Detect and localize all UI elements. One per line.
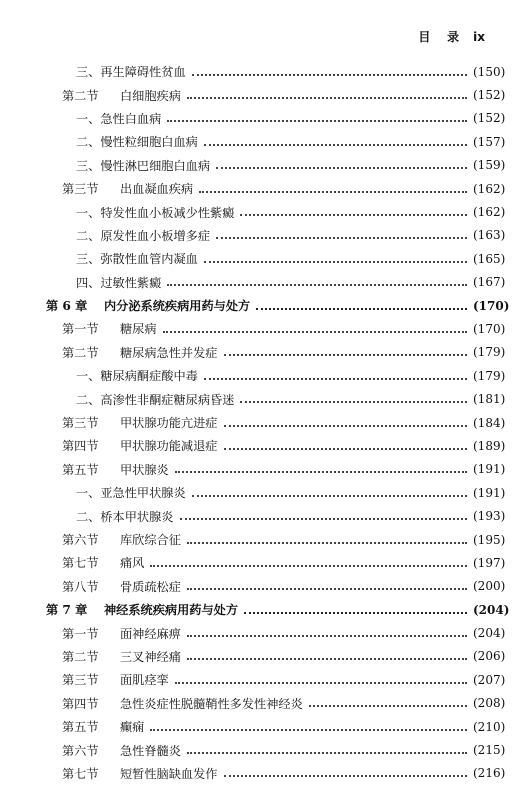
dot-leader [192,74,467,76]
toc-subitem-entry[interactable] [0,200,529,223]
running-header [418,28,485,45]
toc-entry-text [62,414,218,431]
toc-entry-title: 三、再生障碍性贫血 [76,65,186,80]
toc-section-entry[interactable] [0,575,529,598]
toc-subitem-entry[interactable] [0,60,529,83]
toc-entry-title: 白细胞疾病 [120,88,181,103]
toc-entry-title: 库欣综合征 [120,533,181,547]
toc-entry-title: 急性炎症性脱髓鞘性多发性神经炎 [120,696,303,711]
toc-entry-text [62,531,181,548]
toc-entry-text [76,204,234,221]
dot-leader [150,729,467,731]
toc-entry-text [62,718,144,735]
toc-entry-title: 二、高渗性非酮症糖尿病昏迷 [76,392,235,407]
toc-page-number: (179) [473,368,506,383]
toc-section-entry[interactable] [0,551,529,574]
toc-entry-title: 一、急性白血病 [76,111,162,126]
toc-entry-title: 三、弥散性血管内凝血 [76,252,198,267]
toc-entry-text [62,671,169,688]
dot-leader [309,705,467,707]
section-number: 第七节 [62,766,99,781]
section-number: 第三节 [62,416,99,431]
toc-section-entry[interactable] [0,341,529,364]
toc-entry-text [62,344,218,361]
toc-page-number: (189) [473,438,506,453]
toc-entry-text [76,133,198,150]
dot-leader [240,401,467,403]
toc-entry-title: 内分泌系统疾病用药与处方 [104,299,251,314]
toc-subitem-entry[interactable] [0,364,529,387]
header-page-number: ix [473,30,485,44]
toc-entry-title: 三叉神经痛 [120,649,181,664]
section-number: 第一节 [62,322,99,337]
toc-subitem-entry[interactable] [0,224,529,247]
toc-page-number: (181) [473,392,506,407]
toc-subitem-entry[interactable] [0,387,529,410]
toc-section-entry[interactable] [0,715,529,738]
toc-page-number: (184) [473,415,506,430]
toc-entry-title: 急性脊髓炎 [120,743,181,758]
toc-subitem-entry[interactable] [0,481,529,504]
dot-leader [167,120,467,122]
toc-entry-title: 二、桥本甲状腺炎 [76,509,174,524]
toc-page-number: (159) [473,158,506,173]
toc-entry-text [76,508,174,525]
toc-entry-text [76,484,186,501]
dot-leader [187,752,467,754]
toc-entry-title: 三、慢性淋巴细胞白血病 [76,158,211,173]
dot-leader [224,354,468,356]
section-number: 第六节 [62,743,99,758]
dot-leader [187,542,467,544]
toc-page-number: (152) [473,88,506,103]
toc-subitem-entry[interactable] [0,107,529,130]
toc-section-entry[interactable] [0,434,529,457]
toc-page-number: (191) [473,485,506,500]
dot-leader [256,308,467,310]
toc-page-number: (191) [473,462,506,477]
toc-page-number: (162) [473,205,506,220]
toc-entry-text [76,274,161,291]
toc-entry-text [62,320,157,337]
toc-section-entry[interactable] [0,621,529,644]
toc-page-number: (163) [473,228,506,243]
toc-entry-title: 甲状腺功能减退症 [120,439,218,454]
dot-leader [187,658,467,660]
dot-leader [180,518,468,520]
toc-entry-title: 短暂性脑缺血发作 [120,766,218,781]
toc-entry-text [46,297,250,314]
toc-entry-text [76,157,210,174]
toc-entry-title: 二、慢性粒细胞白血病 [76,135,198,150]
toc-chapter-entry[interactable] [0,598,529,621]
toc-entry-title: 面肌痉挛 [120,673,169,688]
section-number: 第五节 [62,462,99,477]
dot-leader [224,425,468,427]
toc-page-number: (204) [473,626,506,641]
section-number: 第八节 [62,579,99,594]
dot-leader [175,682,467,684]
toc-subitem-entry[interactable] [0,154,529,177]
dot-leader [175,471,467,473]
toc-page-number: (157) [473,134,506,149]
toc-section-entry[interactable] [0,528,529,551]
section-number: 第六节 [62,533,99,547]
dot-leader [204,378,467,380]
dot-leader [240,214,467,216]
dot-leader [167,284,467,286]
toc-entry-title: 出血凝血疾病 [120,182,194,197]
chapter-number: 第 6 章 [46,299,88,314]
toc-page-number: (204) [473,602,510,617]
dot-leader [204,261,467,263]
toc-page-number: (197) [473,555,506,570]
toc-section-entry[interactable] [0,668,529,691]
toc-entry-text [62,180,193,197]
toc-entry-title: 骨质疏松症 [120,579,181,594]
section-number: 第二节 [62,88,99,103]
toc-entry-text [46,601,238,618]
toc-page-number: (150) [473,64,506,79]
dot-leader [150,565,467,567]
section-number: 第四节 [62,439,99,454]
toc-page-number: (170) [473,298,510,313]
toc-page-number: (208) [473,696,506,711]
toc-entry-title: 甲状腺功能亢进症 [120,416,218,431]
toc-chapter-entry[interactable] [0,294,529,317]
toc-page-number: (210) [473,719,506,734]
dot-leader [216,167,467,169]
toc-subitem-entry[interactable] [0,504,529,527]
section-number: 第三节 [62,182,99,197]
toc-page-number: (207) [473,672,506,687]
toc-page-number: (152) [473,111,506,126]
header-title: 目 录 [418,30,460,44]
dot-leader [216,237,467,239]
toc-section-entry[interactable] [0,645,529,668]
toc-subitem-entry[interactable] [0,247,529,270]
table-of-contents [0,60,529,785]
chapter-number: 第 7 章 [46,603,88,618]
toc-entry-title: 一、糖尿病酮症酸中毒 [76,369,198,384]
section-number: 第三节 [62,673,99,688]
toc-section-entry[interactable] [0,83,529,106]
toc-entry-text [62,695,303,712]
toc-section-entry[interactable] [0,692,529,715]
dot-leader [187,588,467,590]
toc-entry-text [62,437,218,454]
toc-entry-title: 面神经麻痹 [120,626,181,641]
toc-entry-text [76,367,198,384]
dot-leader [204,144,467,146]
toc-entry-text [76,227,210,244]
toc-entry-title: 痛风 [120,556,145,571]
section-number: 第二节 [62,649,99,664]
toc-section-entry[interactable] [0,177,529,200]
toc-page-number: (167) [473,275,506,290]
toc-section-entry[interactable] [0,317,529,340]
toc-entry-text [62,648,181,665]
section-number: 第五节 [62,720,99,735]
toc-entry-title: 二、原发性血小板增多症 [76,228,211,243]
toc-page-number: (170) [473,321,506,336]
dot-leader [187,97,467,99]
toc-entry-text [62,742,181,759]
toc-page-number: (215) [473,743,506,758]
toc-entry-title: 甲状腺炎 [120,462,169,477]
toc-entry-text [62,578,181,595]
toc-page-number: (162) [473,181,506,196]
dot-leader [244,612,467,614]
toc-page-number: (165) [473,251,506,266]
toc-entry-text [76,110,161,127]
toc-entry-text [76,63,186,80]
dot-leader [224,775,468,777]
toc-entry-text [62,554,144,571]
toc-entry-title: 糖尿病急性并发症 [120,345,218,360]
dot-leader [163,331,467,333]
section-number: 第二节 [62,345,99,360]
toc-page-number: (216) [473,766,506,781]
toc-page-number: (206) [473,649,506,664]
dot-leader [224,448,468,450]
section-number: 第四节 [62,696,99,711]
toc-entry-title: 四、过敏性紫癜 [76,275,162,290]
dot-leader [187,635,467,637]
toc-entry-title: 糖尿病 [120,322,157,337]
toc-entry-text [62,625,181,642]
dot-leader [199,191,467,193]
toc-page-number: (193) [473,509,506,524]
toc-page-number: (195) [473,532,506,547]
toc-entry-text [76,250,198,267]
toc-entry-title: 一、亚急性甲状腺炎 [76,486,186,501]
toc-entry-text [62,765,218,782]
toc-section-entry[interactable] [0,762,529,785]
section-number: 第一节 [62,626,99,641]
toc-entry-text [62,461,169,478]
toc-entry-title: 神经系统疾病用药与处方 [104,603,239,618]
toc-subitem-entry[interactable] [0,271,529,294]
dot-leader [192,495,467,497]
toc-section-entry[interactable] [0,738,529,761]
toc-section-entry[interactable] [0,411,529,434]
section-number: 第七节 [62,556,99,571]
toc-section-entry[interactable] [0,458,529,481]
toc-page-number: (179) [473,345,506,360]
toc-entry-title: 一、特发性血小板减少性紫癜 [76,205,235,220]
toc-entry-text [62,87,181,104]
toc-entry-text [76,391,234,408]
toc-page-number: (200) [473,579,506,594]
toc-subitem-entry[interactable] [0,130,529,153]
toc-entry-title: 癫痫 [120,720,145,735]
